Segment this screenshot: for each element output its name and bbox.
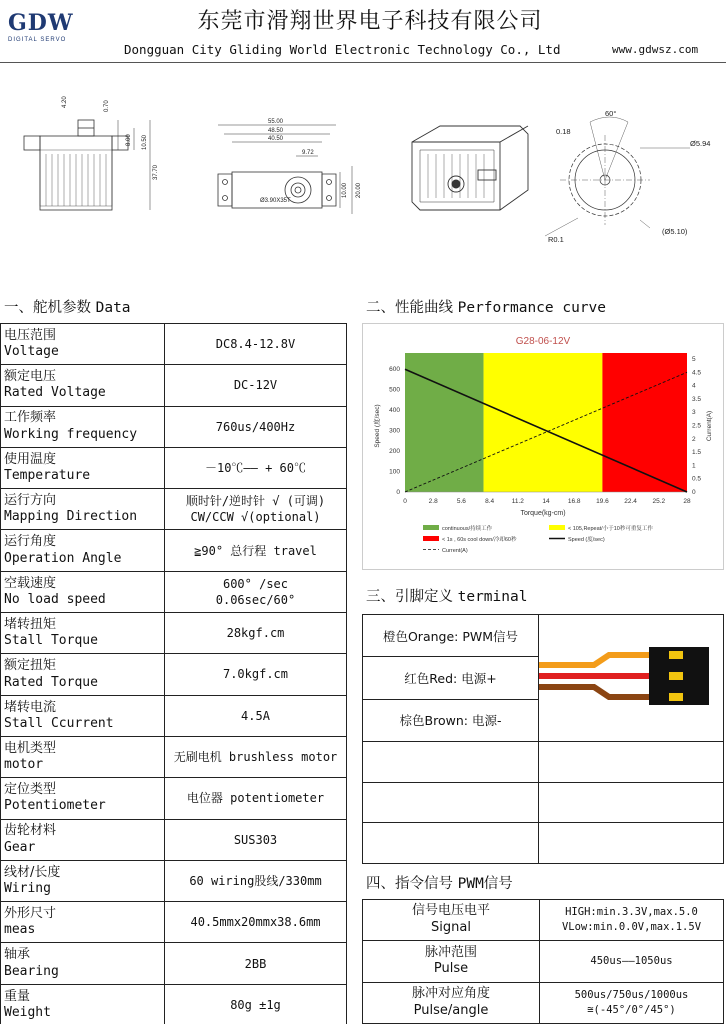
param-value: [165, 365, 347, 406]
signal-label-en: Pulse/angle: [413, 1002, 489, 1018]
dim-text: 0.70: [104, 100, 110, 112]
param-label-en: Rated Torque: [4, 674, 98, 690]
param-value: [165, 613, 347, 654]
param-label: [1, 984, 165, 1024]
param-label-cn: 电压范围: [4, 327, 57, 343]
terminal-table: [362, 614, 724, 864]
servo-connector-icon: [539, 615, 723, 737]
y-tick-label: 200: [389, 448, 400, 456]
y2-tick-label: 0.5: [692, 475, 702, 483]
legend-label: < 1s , 60s cool down/冷却60秒: [442, 537, 517, 543]
param-value: [165, 943, 347, 984]
param-value-text: 无刷电机 brushless motor: [173, 750, 338, 765]
param-value: [165, 406, 347, 447]
chart-title: G28-06-12V: [515, 336, 571, 347]
x-tick-label: 2.8: [428, 498, 438, 505]
x-tick-label: 14: [542, 498, 550, 505]
dim-text: 20.00: [356, 182, 362, 198]
param-label-en: motor: [4, 757, 44, 773]
signal-value: [540, 941, 724, 982]
param-value-text: DC8.4-12.8V: [215, 337, 296, 352]
logo-subtext: DIGITAL SERVO: [8, 37, 67, 43]
param-value-text: 80g ±1g: [230, 997, 281, 1012]
param-label-cn: 工作频率: [4, 410, 57, 426]
param-label-en: Weight: [4, 1004, 51, 1020]
section-title-en: PWM信号: [457, 876, 513, 892]
y2-tick-label: 5: [692, 356, 696, 363]
param-row: [1, 613, 347, 654]
param-value: [165, 736, 347, 777]
param-value: [165, 489, 347, 530]
chart-zone: [602, 353, 687, 492]
terminal-label: 红色Red: 电源+: [363, 657, 539, 699]
param-label-en: meas: [4, 922, 36, 938]
legend-label: continuous/持续工作: [442, 526, 493, 532]
signal-row: [363, 900, 724, 941]
param-value-text: －10℃—— + 60℃: [204, 460, 307, 475]
y2-tick-label: 3.5: [692, 395, 702, 403]
y-tick-label: 300: [389, 427, 400, 435]
param-label-cn: 外形尺寸: [4, 906, 57, 922]
param-label: [1, 860, 165, 901]
terminal-label: 棕色Brown: 电源-: [363, 699, 539, 741]
dim-text: 40.50: [268, 136, 284, 142]
param-label: [1, 530, 165, 571]
param-label: [1, 943, 165, 984]
param-row: [1, 489, 347, 530]
param-label: [1, 736, 165, 777]
param-value: [165, 819, 347, 860]
param-label: [1, 778, 165, 819]
param-row: [1, 571, 347, 612]
param-label-cn: 重量: [4, 988, 31, 1004]
y2-tick-label: 3: [692, 409, 696, 417]
param-value-text: 2BB: [244, 956, 267, 971]
dim-text: Ø3.90X35T: [260, 198, 291, 204]
param-value: [165, 902, 347, 943]
signal-value-text: HIGH:min.3.3V,max.5.0: [565, 905, 698, 918]
terminal-label: [363, 782, 539, 823]
param-row: [1, 778, 347, 819]
side-view-drawing: [24, 120, 150, 210]
param-value-text: SUS303: [233, 832, 278, 847]
param-label-en: Voltage: [4, 344, 59, 360]
signal-value-text: 450us——1050us: [590, 954, 673, 967]
param-row: [1, 324, 347, 365]
dim-text: Ø5.94: [690, 139, 711, 148]
param-label: [1, 324, 165, 365]
param-row: [1, 365, 347, 406]
param-label-cn: 空载速度: [4, 575, 57, 591]
param-value-text: 4.5A: [241, 708, 270, 723]
empty-cell: [539, 782, 724, 823]
param-label-en: No load speed: [4, 591, 106, 607]
param-label-cn: 额定电压: [4, 369, 57, 385]
y2-tick-label: 4.5: [692, 369, 702, 377]
x-tick-label: 22.4: [624, 498, 637, 505]
x-tick-label: 11.2: [511, 498, 524, 505]
dim-text: 48.50: [268, 128, 284, 134]
param-value: [165, 695, 347, 736]
signal-label-cn: 脉冲范围: [424, 944, 477, 960]
param-label-en: Operation Angle: [4, 550, 122, 566]
signal-value-text: 500us/750us/1000us: [574, 988, 689, 1001]
x-tick-label: 0: [403, 498, 407, 505]
param-label-cn: 堵转扭矩: [4, 616, 57, 632]
param-value-text: ≧90° 总行程 travel: [194, 543, 317, 558]
y-tick-label: 500: [389, 386, 400, 394]
param-label-en: Gear: [4, 839, 36, 855]
signal-label-en: Pulse: [433, 961, 469, 977]
param-value: [165, 571, 347, 612]
param-value: [165, 984, 347, 1024]
legend-swatch: [423, 525, 439, 530]
y2-tick-label: 2: [692, 435, 696, 443]
param-label: [1, 571, 165, 612]
x-tick-label: 8.4: [485, 498, 495, 505]
company-logo: [8, 10, 90, 50]
param-value: [165, 447, 347, 488]
param-row: [1, 695, 347, 736]
param-label: [1, 447, 165, 488]
signal-row: [363, 941, 724, 982]
curve-section-title: [366, 296, 606, 317]
param-value: [165, 778, 347, 819]
company-name-cn: 东莞市滑翔世界电子科技有限公司: [197, 9, 543, 34]
signal-value-text: VLow:min.0.0V,max.1.5V: [561, 921, 702, 934]
legend-swatch: [549, 525, 565, 530]
signal-section-title: [366, 872, 513, 893]
param-row: [1, 447, 347, 488]
legend-label: Speed (度/sec): [568, 537, 605, 543]
param-label-en: Working frequency: [4, 426, 138, 442]
signal-value-text: ≅(-45°/0°/45°): [587, 1003, 676, 1016]
section-title-cn: 三、引脚定义: [366, 589, 453, 605]
param-value: [165, 324, 347, 365]
param-label-cn: 运行方向: [4, 493, 57, 509]
y2-tick-label: 1: [692, 462, 696, 470]
param-label-cn: 线材/长度: [4, 864, 61, 880]
param-row: [1, 736, 347, 777]
param-label-cn: 运行角度: [4, 534, 57, 550]
param-label: [1, 819, 165, 860]
x-tick-label: 28: [683, 498, 691, 505]
terminal-label: [363, 742, 539, 783]
param-label: [1, 695, 165, 736]
x-tick-label: 19.6: [596, 498, 609, 505]
signal-label: [363, 941, 540, 982]
x-tick-label: 16.8: [567, 498, 581, 505]
param-row: [1, 654, 347, 695]
dim-text: 55.00: [268, 119, 284, 125]
signal-label-en: Signal: [431, 920, 471, 936]
logo-text: GDW: [8, 10, 74, 36]
param-row: [1, 984, 347, 1024]
parameter-table: [0, 323, 347, 1024]
param-label-en: Bearing: [4, 963, 59, 979]
param-value: [165, 530, 347, 571]
section-title-en: Data: [95, 300, 131, 316]
param-value-text: 600° /sec: [222, 576, 289, 591]
section-title-cn: 二、性能曲线: [366, 300, 453, 316]
y-tick-label: 600: [389, 366, 400, 374]
signal-label-cn: 脉冲对应角度: [411, 985, 490, 1001]
param-label: [1, 406, 165, 447]
y-tick-label: 0: [396, 489, 400, 496]
param-row: [1, 819, 347, 860]
dim-text: R0.1: [548, 235, 564, 244]
param-label-cn: 定位类型: [4, 782, 57, 798]
performance-chart: [362, 323, 724, 570]
param-label-cn: 轴承: [4, 947, 31, 963]
terminal-row: [363, 782, 724, 823]
param-label-cn: 电机类型: [4, 740, 57, 756]
param-value-text: 顺时针/逆时针 √ (可调): [185, 494, 326, 509]
connector-illustration-cell: [539, 615, 724, 742]
param-row: [1, 902, 347, 943]
legend-swatch: [423, 536, 439, 541]
param-label: [1, 489, 165, 530]
website-url: www.gdwsz.com: [612, 43, 699, 56]
x-tick-label: 25.2: [652, 498, 666, 505]
y2-axis-label: Current(A): [706, 410, 713, 442]
servo-3d-view: [412, 126, 528, 210]
param-label-cn: 使用温度: [4, 451, 57, 467]
dim-text: (Ø5.10): [662, 227, 688, 236]
signal-label: [363, 900, 540, 941]
dim-text: 8.00: [126, 134, 132, 146]
param-label-cn: 齿轮材料: [4, 823, 57, 839]
param-row: [1, 530, 347, 571]
param-value: [165, 860, 347, 901]
x-axis-label: Torque(kg-cm): [520, 510, 566, 517]
param-label-en: Stall Torque: [4, 633, 98, 649]
y2-tick-label: 2.5: [692, 422, 702, 430]
param-label-en: Mapping Direction: [4, 509, 138, 525]
param-row: [1, 860, 347, 901]
section-title-en: terminal: [457, 589, 528, 605]
terminal-label: 橙色Orange: PWM信号: [363, 615, 539, 657]
dim-text: 4.20: [62, 96, 68, 108]
param-value-text: 40.5mmx20mmx38.6mm: [190, 915, 321, 930]
dim-text: 60°: [605, 109, 617, 118]
param-label-en: Wiring: [4, 881, 51, 896]
dim-text: 9.72: [302, 150, 314, 156]
terminal-label: [363, 823, 539, 864]
param-value: [165, 654, 347, 695]
signal-row: [363, 982, 724, 1023]
y-axis-label: Speed (度/sec): [374, 404, 381, 448]
param-label: [1, 613, 165, 654]
terminal-row: [363, 823, 724, 864]
data-section-title: [4, 296, 131, 317]
param-value-text: 7.0kgf.cm: [222, 667, 289, 682]
y2-tick-label: 1.5: [692, 449, 702, 457]
param-value-text: 28kgf.cm: [226, 626, 285, 641]
param-label-cn: 堵转电流: [4, 699, 57, 715]
dim-text: 0.18: [556, 127, 571, 136]
empty-cell: [539, 742, 724, 783]
param-label-en: Rated Voltage: [4, 385, 106, 401]
x-tick-label: 5.6: [456, 498, 466, 505]
signal-label-cn: 信号电压电平: [411, 903, 490, 919]
param-label-en: Temperature: [4, 468, 91, 484]
param-label-cn: 额定扭矩: [4, 658, 57, 674]
param-value-text: 760us/400Hz: [215, 419, 296, 434]
chart-zone: [484, 353, 603, 492]
technical-drawings: [0, 70, 726, 280]
signal-value: [540, 900, 724, 941]
y2-tick-label: 0: [692, 489, 696, 496]
header-divider: [0, 62, 726, 63]
param-value-text: DC-12V: [233, 378, 278, 393]
param-row: [1, 943, 347, 984]
dim-text: 37.70: [153, 164, 159, 180]
param-value-text: 60 wiring股线/330mm: [189, 873, 322, 888]
param-label: [1, 902, 165, 943]
signal-label: [363, 982, 540, 1023]
signal-table: [362, 899, 724, 1024]
y2-tick-label: 4: [692, 382, 696, 390]
company-name-en: Dongguan City Gliding World Electronic Technology Co., Ltd: [124, 42, 561, 57]
empty-cell: [539, 823, 724, 864]
param-value-text: CW/CCW √(optional): [190, 510, 321, 525]
param-label: [1, 365, 165, 406]
y-tick-label: 400: [389, 407, 400, 415]
dim-text: 10.50: [142, 134, 148, 150]
param-label: [1, 654, 165, 695]
section-title-cn: 四、指令信号: [366, 876, 453, 892]
terminal-row: [363, 742, 724, 783]
param-label-en: Stall Ccurrent: [4, 715, 114, 731]
legend-label: Current(A): [442, 548, 468, 554]
terminal-row: [363, 615, 724, 657]
param-row: [1, 406, 347, 447]
param-value-text: 0.06sec/60°: [215, 592, 296, 607]
dim-text: 10.00: [342, 182, 348, 198]
y-tick-label: 100: [389, 468, 400, 476]
signal-value: [540, 982, 724, 1023]
performance-chart-svg: [363, 324, 723, 569]
terminal-section-title: [366, 585, 527, 606]
param-label-en: Potentiometer: [4, 798, 106, 814]
section-title-cn: 一、舵机参数: [4, 300, 91, 316]
section-title-en: Performance curve: [457, 300, 607, 316]
param-value-text: 电位器 potentiometer: [186, 791, 325, 806]
legend-label: < 105,Repeat/小于10秒可重复工作: [568, 526, 653, 532]
